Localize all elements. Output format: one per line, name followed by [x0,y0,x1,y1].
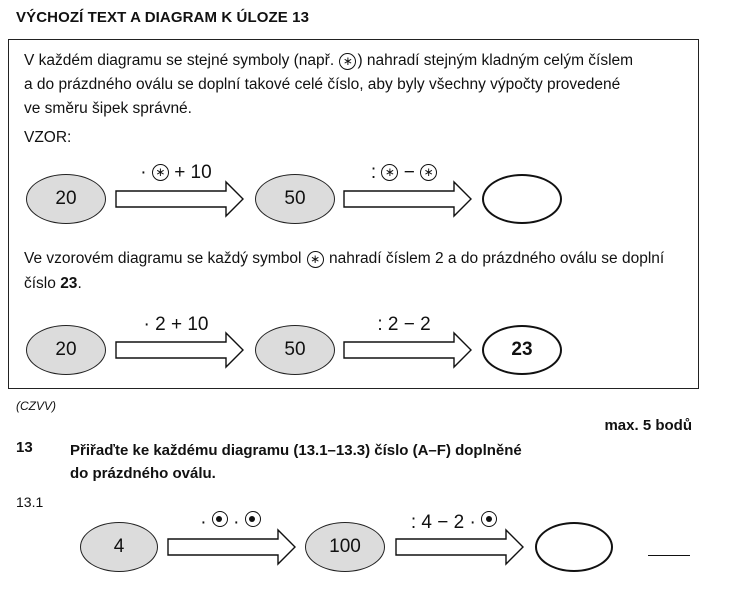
task-middle-value: 100 [329,536,361,557]
asterisk-symbol-icon: ∗ [420,164,437,181]
op-divide-minus: : 4 − 2 · [410,512,476,533]
explanation-text-b: nahradí číslem 2 a do prázdného oválu se doplní [324,250,665,267]
example2-arrow-1-icon [115,332,245,368]
explanation-period: . [77,275,82,292]
max-points: max. 5 bodů [604,417,692,434]
source-text-box [8,39,699,389]
example2-start-value: 20 [55,339,77,360]
example2-operation-2: : 2 − 2 [377,314,431,335]
example2-operation-1: · 2 + 10 [143,314,209,335]
explanation-line-1 [24,247,664,270]
example1-middle-value: 50 [284,188,306,209]
intro-text-b: ) nahradí stejným kladným celým číslem [357,52,634,69]
example2-result-oval [482,325,562,375]
asterisk-symbol-icon: ∗ [381,164,398,181]
task-start-oval [80,522,158,572]
vzor-label: VZOR: [24,129,72,146]
op-plus-ten: + 10 [174,162,212,183]
explanation-text-c: číslo [24,275,61,292]
op-divide: : [370,162,377,183]
explanation-line-2 [24,272,82,295]
subtask-label: 13.1 [16,494,44,510]
task-arrow-2-icon [395,529,525,565]
source-note: (CZVV) [16,399,56,413]
question-number: 13 [16,439,33,456]
task-operation-2 [395,511,513,534]
example1-arrow-2-icon [343,181,473,217]
answer-blank[interactable] [648,555,690,556]
op-dot: · [233,512,240,533]
section-heading: VÝCHOZÍ TEXT A DIAGRAM K ÚLOZE 13 [16,9,310,26]
example1-start-value: 20 [55,188,77,209]
intro-text-a: V každém diagramu se stejné symboly (např. [24,52,339,69]
question-text [70,439,522,485]
example2-middle-oval [255,325,335,375]
intro-line-3: ve směru šipek správné. [24,100,192,117]
op-dot: · [140,162,147,183]
op-minus: − [403,162,415,183]
asterisk-symbol-icon: ∗ [307,251,324,268]
op-dot: · [200,512,207,533]
asterisk-symbol-icon: ∗ [152,164,169,181]
task-arrow-1-icon [167,529,297,565]
example1-operation-2 [349,162,459,184]
example1-operation-1 [121,162,231,184]
dot-symbol-icon [245,511,261,527]
task-start-value: 4 [113,536,125,557]
example2-start-oval [26,325,106,375]
example1-empty-oval [482,174,562,224]
intro-line-2: a do prázdného oválu se doplní takové celé číslo, aby byly všechny výpočty provedené [24,76,621,93]
intro-line-1 [24,49,633,72]
example1-middle-oval [255,174,335,224]
task-middle-oval [305,522,385,572]
explanation-result: 23 [60,275,78,292]
task-answer-oval[interactable] [535,522,613,572]
asterisk-symbol-icon: ∗ [339,53,356,70]
task-operation-1 [178,511,283,534]
question-text-line-1: Přiřaďte ke každému diagramu (13.1–13.3) číslo (A–F) doplněné [70,442,522,459]
example2-result-value: 23 [511,339,533,360]
question-text-line-2: do prázdného oválu. [70,465,216,482]
example2-middle-value: 50 [284,339,306,360]
example2-arrow-2-icon [343,332,473,368]
dot-symbol-icon [481,511,497,527]
example1-arrow-1-icon [115,181,245,217]
explanation-text-a: Ve vzorovém diagramu se každý symbol [24,250,306,267]
dot-symbol-icon [212,511,228,527]
example1-start-oval [26,174,106,224]
